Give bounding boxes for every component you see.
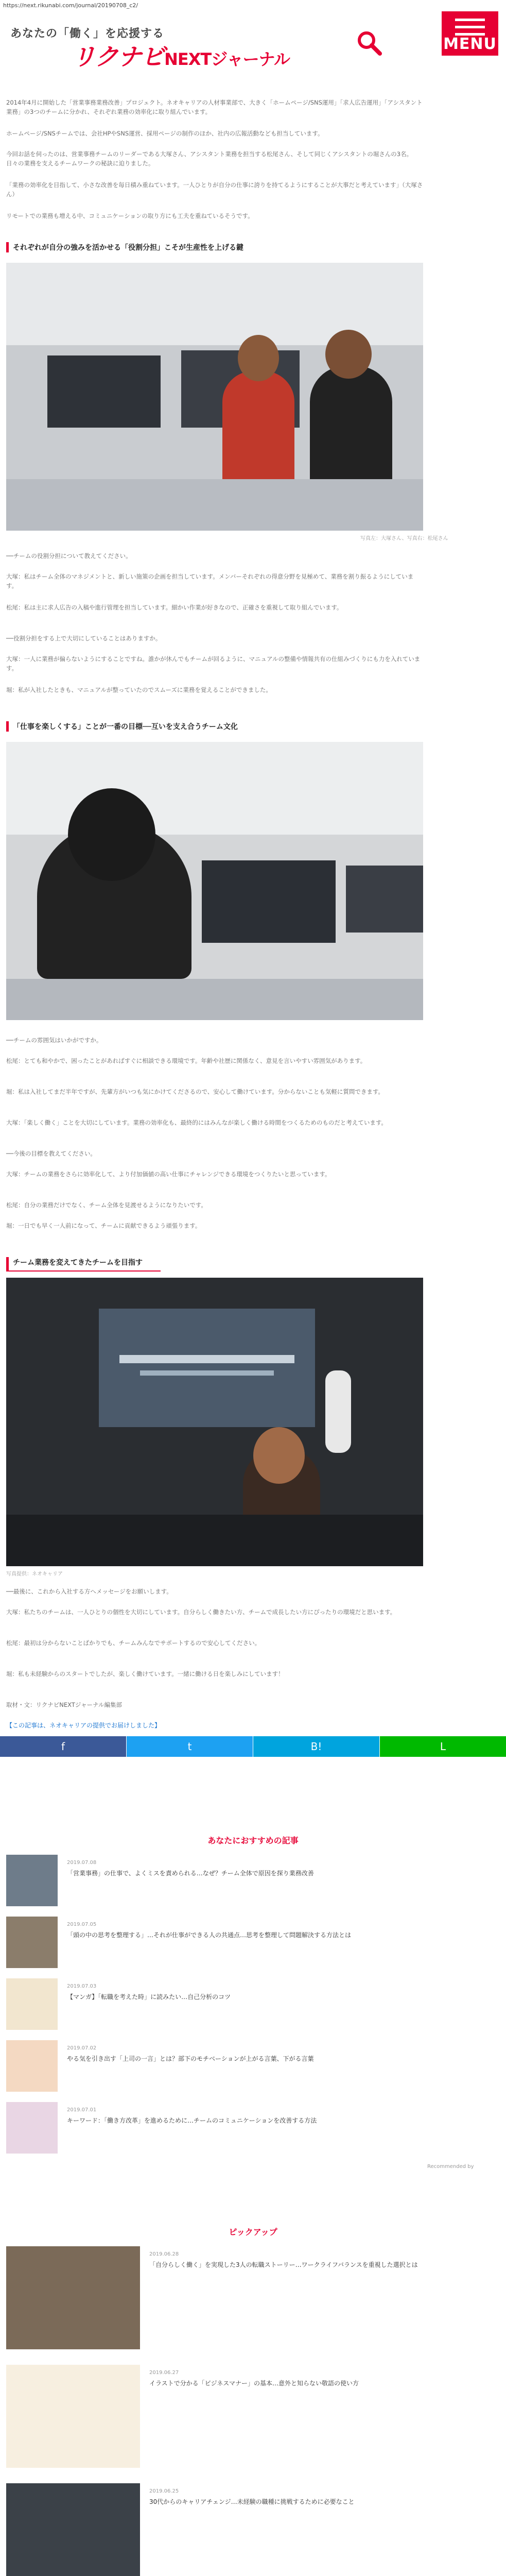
photo-caption: 写真提供：ネオキャリア bbox=[6, 1571, 63, 1577]
pickup-item-title[interactable]: 「自分らしく働く」を実現した3人の転職ストーリー…ワークライフバランスを重視した選択とは bbox=[149, 2261, 418, 2268]
item-date: 2019.07.02 bbox=[67, 2045, 97, 2051]
recommend-thumb[interactable] bbox=[6, 1917, 58, 1968]
recommend-credit: Recommended by bbox=[427, 2164, 474, 2170]
body-paragraph: 大塚：チームの業務をさらに効率化して、より付加価値の高い仕事にチャレンジできる環境をつくりたいと思っています。 bbox=[6, 1171, 331, 1178]
body-paragraph: 大塚：私たちのチームは、一人ひとりの個性を大切にしています。自分らしく働きたい方、チームで成長したい方にぴったりの環境だと思います。 bbox=[6, 1608, 396, 1616]
recommend-item-title[interactable]: 「頭の中の思考を整理する」…それが仕事ができる人の共通点…思考を整理して問題解決する方法とは bbox=[67, 1931, 352, 1939]
body-paragraph: ──チームの役割分担について教えてください。 bbox=[6, 552, 132, 560]
body-paragraph: 大塚：私はチーム全体のマネジメントと、新しい施策の企画を担当しています。メンバーそれぞれの得意分野を見極めて、業務を割り振るようにしています。 bbox=[6, 573, 414, 589]
recommend-item-title[interactable]: 【マンガ】「転職を考えた時」に読みたい…自己分析のコツ bbox=[67, 1993, 231, 2001]
intro-paragraph: ホームページ/SNSチームでは、会社HPやSNS運営、採用ページの制作のほか、社内の広報活動なども担当しています。 bbox=[6, 130, 324, 137]
body-paragraph: 松尾：とても和やかで、困ったことがあればすぐに相談できる環境です。年齢や社歴に関係なく、意見を言いやすい雰囲気があります。 bbox=[6, 1057, 367, 1064]
article-photo-presentation bbox=[6, 1278, 423, 1566]
item-date: 2019.06.28 bbox=[149, 2251, 179, 2257]
pickup-item-title[interactable]: イラストで分かる「ビジネスマナー」の基本…意外と知らない敬語の使い方 bbox=[149, 2380, 359, 2387]
intro-paragraph: 「業務の効率化を目指して、小さな改善を毎日積み重ねています。一人ひとりが自分の仕事に誇りを持てるようにすることが大事だと考えています」（大塚さん） bbox=[6, 181, 423, 198]
recommend-thumb[interactable] bbox=[6, 1978, 58, 2030]
item-date: 2019.07.01 bbox=[67, 2107, 97, 2113]
menu-button[interactable] bbox=[442, 11, 498, 56]
body-paragraph: 堀：私が入社したときも、マニュアルが整っていたのでスムーズに業務を覚えることができました。 bbox=[6, 686, 272, 693]
site-header bbox=[0, 9, 506, 71]
search-icon[interactable] bbox=[355, 29, 383, 57]
pickup-thumb[interactable] bbox=[6, 2365, 140, 2468]
section-heading: 「仕事を楽しくする」ことが一番の目標──互いを支え合うチーム文化 bbox=[6, 721, 423, 732]
pickup-thumb[interactable] bbox=[6, 2246, 140, 2349]
recommend-item-title[interactable]: 「営業事務」の仕事で、よくミスを責められる…なぜ？チーム全体で原因を探り業務改善 bbox=[67, 1870, 314, 1877]
body-paragraph: 堀：私は入社してまだ半年ですが、先輩方がいつも気にかけてくださるので、安心して働けています。分からないことも気軽に質問できます。 bbox=[6, 1088, 384, 1095]
logo-tagline: あなたの「働く」を応援する bbox=[10, 27, 165, 40]
recommend-item-title[interactable]: キーワード：「働き方改革」を進めるために…チームのコミュニケーションを改善する方法 bbox=[67, 2117, 317, 2124]
site-logo[interactable] bbox=[72, 38, 290, 72]
item-date: 2019.07.03 bbox=[67, 1984, 97, 1989]
body-paragraph: 大塚：一人に業務が偏らないようにすることですね。誰かが休んでもチームが回るように、マニュアルの整備や情報共有の仕組みづくりにも力を入れています。 bbox=[6, 655, 421, 672]
intro-paragraph: 今回お話を伺ったのは、営業事務チームのリーダーである大塚さん、アシスタント業務を担当する松尾さん、そして同じくアシスタントの堀さんの3名。日々の業務を支えるチームワークの秘訣に迫りました。 bbox=[6, 150, 413, 167]
recommend-thumb[interactable] bbox=[6, 1855, 58, 1906]
body-paragraph: ──最後に、これから入社する方へメッセージをお願いします。 bbox=[6, 1588, 172, 1595]
body-paragraph: 堀：私も未経験からのスタートでしたが、楽しく働けています。一緒に働ける日を楽しみにしています！ bbox=[6, 1670, 284, 1677]
line-share-button[interactable]: L bbox=[380, 1736, 506, 1757]
share-bar bbox=[0, 1736, 506, 1757]
recommend-heading: あなたにおすすめの記事 bbox=[207, 1836, 299, 1845]
section-heading: チーム業務を変えてきたチームを目指す bbox=[6, 1257, 161, 1272]
body-paragraph: 堀：一日でも早く一人前になって、チームに貢献できるよう頑張ります。 bbox=[6, 1222, 201, 1229]
photo-caption: 写真左：大塚さん、写真右：松尾さん bbox=[360, 536, 448, 541]
article-photo-office bbox=[6, 263, 423, 531]
body-paragraph: ──役割分担をする上で大切にしていることはありますか。 bbox=[6, 635, 162, 642]
menu-label: MENU bbox=[443, 35, 497, 53]
item-date: 2019.07.08 bbox=[67, 1860, 97, 1866]
body-paragraph: 松尾：私は主に求人広告の入稿や進行管理を担当しています。細かい作業が好きなので、正確さを重視して取り組んでいます。 bbox=[6, 604, 343, 611]
recommend-item-title[interactable]: やる気を引き出す「上司の一言」とは？部下のモチベーションが上がる言葉、下がる言葉 bbox=[67, 2055, 314, 2062]
recommend-thumb[interactable] bbox=[6, 2040, 58, 2092]
body-paragraph: ──チームの雰囲気はいかがですか。 bbox=[6, 1037, 102, 1044]
recommend-thumb[interactable] bbox=[6, 2102, 58, 2154]
logo-main-text: リクナビ bbox=[72, 43, 165, 71]
logo-next-text: NEXTジャーナル bbox=[164, 49, 290, 69]
pickup-heading: ピックアップ bbox=[229, 2227, 277, 2237]
intro-paragraph: 2014年4月に開始した「営業事務業務改善」プロジェクト。ネオキャリアの人材事業部で、大きく「ホームページ/SNS運用」「求人広告運用」「アシスタント業務」の3つのチームに分かれ、それぞれ業務の効率化に取り組んでいます。 bbox=[6, 99, 423, 115]
body-paragraph: 大塚：「楽しく働く」ことを大切にしています。業務の効率化も、最終的にはみんなが楽しく働ける時間をつくるためのものだと考えています。 bbox=[6, 1119, 387, 1126]
pickup-thumb[interactable] bbox=[6, 2483, 140, 2576]
body-paragraph: ──今後の目標を教えてください。 bbox=[6, 1150, 96, 1157]
hatena-share-button[interactable]: B! bbox=[253, 1736, 379, 1757]
item-date: 2019.06.27 bbox=[149, 2370, 179, 2376]
article-photo-desk bbox=[6, 742, 423, 1020]
body-paragraph: 松尾：自分の業務だけでなく、チーム全体を見渡せるようになりたいです。 bbox=[6, 1201, 207, 1209]
item-date: 2019.07.05 bbox=[67, 1922, 97, 1927]
item-date: 2019.06.25 bbox=[149, 2488, 179, 2494]
facebook-share-button[interactable]: f bbox=[0, 1736, 126, 1757]
pickup-item-title[interactable]: 30代からのキャリアチェンジ…未経験の職種に挑戦するために必要なこと bbox=[149, 2498, 355, 2505]
body-paragraph: 松尾：最初は分からないことばかりでも、チームみんなでサポートするので安心してください。 bbox=[6, 1639, 261, 1647]
sponsor-link[interactable]: 【この記事は、ネオキャリアの提供でお届けしました】 bbox=[6, 1722, 161, 1729]
section-heading: それぞれが自分の強みを活かせる「役割分担」こそが生産性を上げる鍵 bbox=[6, 242, 423, 252]
twitter-share-button[interactable]: t bbox=[127, 1736, 253, 1757]
page-url: https://next.rikunabi.com/journal/20190708_c2/ bbox=[3, 2, 138, 9]
author-credit: 取材・文：リクナビNEXTジャーナル編集部 bbox=[6, 1701, 123, 1708]
intro-paragraph: リモートでの業務も増える中、コミュニケーションの取り方にも工夫を重ねているそうです。 bbox=[6, 212, 254, 219]
